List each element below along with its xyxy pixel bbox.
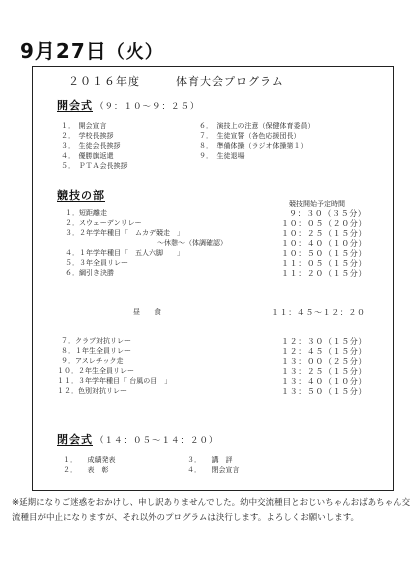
closing-item: ４． 閉会宣言: [187, 466, 240, 474]
lunch-label: 昼 食: [133, 308, 161, 316]
event-name: ７．クラブ対抗リレー: [61, 337, 131, 345]
program-year: ２０１６年度: [68, 75, 140, 88]
opening-item: ６． 演技上の注意（保健体育委員）: [199, 122, 315, 130]
opening-title: 開会式: [57, 99, 93, 112]
event-time: １１：０５（１５分）: [281, 259, 367, 268]
event-time: １２：４５（１５分）: [281, 347, 367, 356]
opening-section-heading: [57, 97, 200, 113]
date-text: 9月27日: [20, 39, 107, 63]
opening-time: （９：１０～９：２５）: [95, 102, 200, 112]
event-time: １３：５０（１５分）: [281, 387, 367, 396]
opening-item: ７． 生徒宣誓（各色応援団長）: [199, 132, 301, 140]
opening-item: ５． ＰＴＡ会長挨拶: [61, 162, 128, 170]
closing-item: ３． 講 評: [187, 456, 233, 464]
closing-title: 閉会式: [57, 433, 93, 446]
program-title: [68, 73, 284, 89]
event-name: ５．３年全員リレー: [65, 259, 128, 267]
events-title: 競技の部: [57, 189, 105, 202]
event-name: ８．１年生全員リレー: [61, 347, 131, 355]
event-name: ～休憩～（体調確認）: [157, 239, 227, 247]
opening-item: １． 開会宣言: [61, 122, 107, 130]
event-time: １０：２５（１５分）: [281, 229, 367, 238]
program-frame: [32, 66, 394, 491]
event-name: ２．スウェーデンリレー: [65, 219, 142, 227]
closing-time: （１４：０５～１４：２０）: [95, 436, 219, 446]
opening-item: ４． 優勝旗返還: [61, 152, 114, 160]
closing-item: １． 成績発表: [63, 456, 116, 464]
event-name: ９．アスレチック走: [61, 357, 124, 365]
events-section-heading: [57, 187, 105, 203]
opening-item: ９． 生徒退場: [199, 152, 245, 160]
event-time: １０：５０（１５分）: [281, 249, 367, 258]
closing-section-heading: [57, 431, 219, 447]
opening-item: ３． 生徒会長挨拶: [61, 142, 121, 150]
opening-item: ８． 準備体操（ラジオ体操第１）: [199, 142, 308, 150]
event-name: １１．３年学年種目「 台風の目 」: [57, 377, 172, 385]
event-name: ６．綱引き決勝: [65, 269, 114, 277]
weekday-text: （火）: [106, 42, 164, 63]
event-time: １１：２０（１５分）: [281, 269, 367, 278]
event-name: ３．２年学年種目「 ムカデ競走 」: [65, 229, 184, 237]
lunch-time: １１：４５～１２：２０: [271, 308, 366, 317]
opening-item: ２． 学校長挨拶: [61, 132, 114, 140]
program-name: 体育大会プログラム: [176, 75, 284, 88]
event-time: １３：４０（１０分）: [281, 377, 367, 386]
event-time: １３：００（２５分）: [281, 357, 367, 366]
event-name: ４．１年学年種目「 五人六脚 」: [65, 249, 184, 257]
closing-item: ２． 表 彰: [63, 466, 109, 474]
start-time-label: 競技開始予定時間: [289, 200, 345, 208]
event-name: １．短距離走: [65, 209, 107, 217]
event-name: １２．色別対抗リレー: [57, 387, 127, 395]
event-time: １３：２５（１５分）: [281, 367, 367, 376]
event-name: １０．２年生全員リレー: [57, 367, 134, 375]
date-title: [20, 40, 164, 64]
event-time: ９：３０（３５分）: [289, 209, 367, 218]
footnote: ※延期になりご迷惑をおかけし、申し訳ありませんでした。幼中交流種目とおじいちゃんおばあちゃん交流種目が中止になりますが、それ以外のプログラムは決行します。よろしくお願いします。: [12, 498, 411, 523]
event-time: １２：３０（１５分）: [281, 337, 367, 346]
event-time: １０：４０（１０分）: [281, 239, 367, 248]
event-time: １０：０５（２０分）: [281, 219, 367, 228]
